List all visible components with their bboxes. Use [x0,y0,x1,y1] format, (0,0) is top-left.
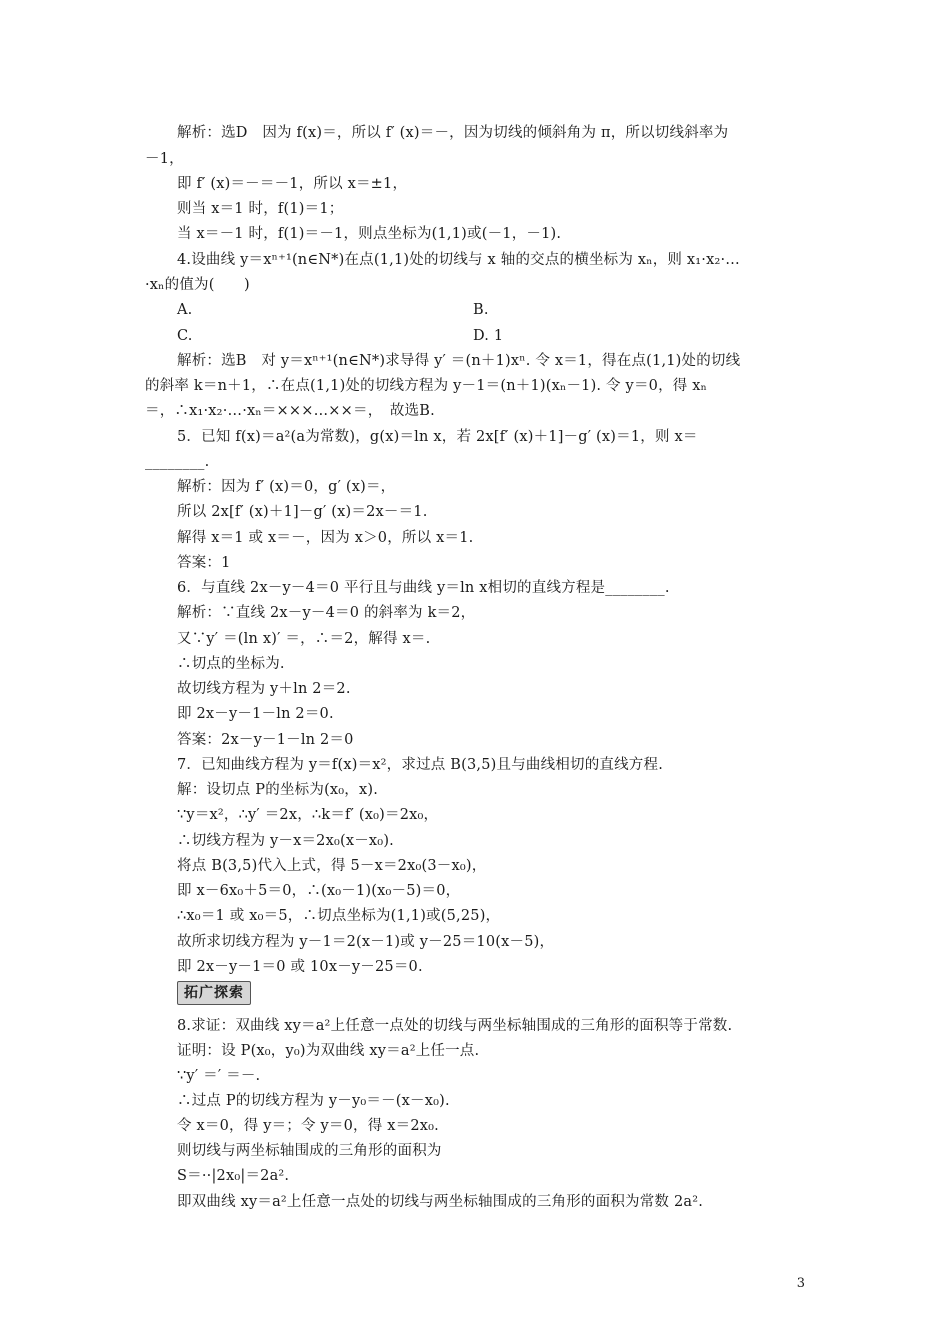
text-line: 即 f′ (x)＝－＝－1，所以 x＝±1， [177,176,408,192]
text-line: 当 x＝－1 时，f(1)＝－1，则点坐标为(1,1)或(－1，－1). [177,226,562,242]
text-line: 则当 x＝1 时，f(1)＝1； [177,201,344,217]
text-line: 解得 x＝1 或 x＝－，因为 x＞0，所以 x＝1. [177,530,474,546]
option-b: B. [473,302,489,318]
text-line: 将点 B(3,5)代入上式，得 5－x＝2x₀(3－x₀)， [177,858,487,874]
text-line: ∴x₀＝1 或 x₀＝5，∴切点坐标为(1,1)或(5,25)， [177,908,501,924]
page-number: 3 [796,1276,805,1291]
text-line: ∵y＝x²，∴y′ ＝2x，∴k＝f′ (x₀)＝2x₀， [177,807,439,823]
text-line: 则切线与两坐标轴围成的三角形的面积为 [177,1143,442,1159]
text-line: 令 x＝0，得 y＝；令 y＝0，得 x＝2x₀. [177,1118,439,1134]
section-heading-box: 拓广探索 [177,981,251,1005]
text-line: ∵y′ ＝′ ＝－. [177,1068,261,1084]
text-line: ∴过点 P的切线方程为 y－y₀＝－(x－x₀). [177,1093,450,1109]
text-line: ________. [145,454,210,470]
text-line: ∴切点的坐标为. [177,656,285,672]
text-line: 又∵y′ ＝(ln x)′ ＝，∴＝2，解得 x＝. [177,631,431,647]
text-line: 解：设切点 P的坐标为(x₀，x). [177,782,379,798]
text-line: 故切线方程为 y＋ln 2＝2. [177,681,351,697]
text-line: 即双曲线 xy＝a²上任意一点处的切线与两坐标轴围成的三角形的面积为常数 2a². [177,1194,704,1210]
text-line: 解析：∵直线 2x－y－4＝0 的斜率为 k＝2， [177,605,476,621]
text-line: 的斜率 k＝n＋1，∴在点(1,1)处的切线方程为 y－1＝(n＋1)(xₙ－1). 令 y＝0，得 xₙ [145,378,708,394]
text-line: 故所求切线方程为 y－1＝2(x－1)或 y－25＝10(x－5)， [177,934,555,950]
text-line: －1， [145,151,184,167]
text-line: 证明：设 P(x₀，y₀)为双曲线 xy＝a²上任一点. [177,1043,480,1059]
text-line: ＝，∴x₁·x₂·…·xₙ＝×××…××＝， 故选B. [145,403,435,419]
text-line: 解析：因为 f′ (x)＝0，g′ (x)＝， [177,479,396,495]
text-line: ·xₙ的值为( ) [145,277,250,293]
question-4: 4.设曲线 y＝xⁿ⁺¹(n∈N*)在点(1,1)处的切线与 x 轴的交点的横坐标为 xₙ，则 x₁·x₂·… [177,252,741,268]
answer-line: 答案：2x－y－1－ln 2＝0 [177,732,354,748]
option-c: C. [177,328,193,344]
question-7: 7．已知曲线方程为 y＝f(x)＝x²，求过点 B(3,5)且与曲线相切的直线方程. [177,757,664,773]
text-line: S＝··|2x₀|＝2a². [177,1168,290,1184]
option-d: D. 1 [473,328,504,344]
question-8: 8.求证：双曲线 xy＝a²上任意一点处的切线与两坐标轴围成的三角形的面积等于常数. [177,1018,733,1034]
text-line: 解析：选D 因为 f(x)＝，所以 f′ (x)＝－，因为切线的倾斜角为 π，所以切线斜率为 [177,125,729,141]
text-line: 即 2x－y－1＝0 或 10x－y－25＝0. [177,959,423,975]
text-line: 所以 2x[f′ (x)＋1]－g′ (x)＝2x－＝1. [177,504,428,520]
text-line: ∴切线方程为 y－x＝2x₀(x－x₀). [177,833,394,849]
answer-line: 答案：1 [177,555,231,571]
question-6: 6．与直线 2x－y－4＝0 平行且与曲线 y＝ln x相切的直线方程是________. [177,580,670,596]
option-a: A. [177,302,193,318]
question-5: 5．已知 f(x)＝a²(a为常数)，g(x)＝ln x，若 2x[f′ (x)＋1]－g′ (x)＝1，则 x＝ [177,429,698,445]
text-line: 解析：选B 对 y＝xⁿ⁺¹(n∈N*)求导得 y′ ＝(n＋1)xⁿ. 令 x＝1，得在点(1,1)处的切线 [177,353,741,369]
text-line: 即 2x－y－1－ln 2＝0. [177,706,334,722]
text-line: 即 x－6x₀＋5＝0，∴(x₀－1)(x₀－5)＝0， [177,883,461,899]
